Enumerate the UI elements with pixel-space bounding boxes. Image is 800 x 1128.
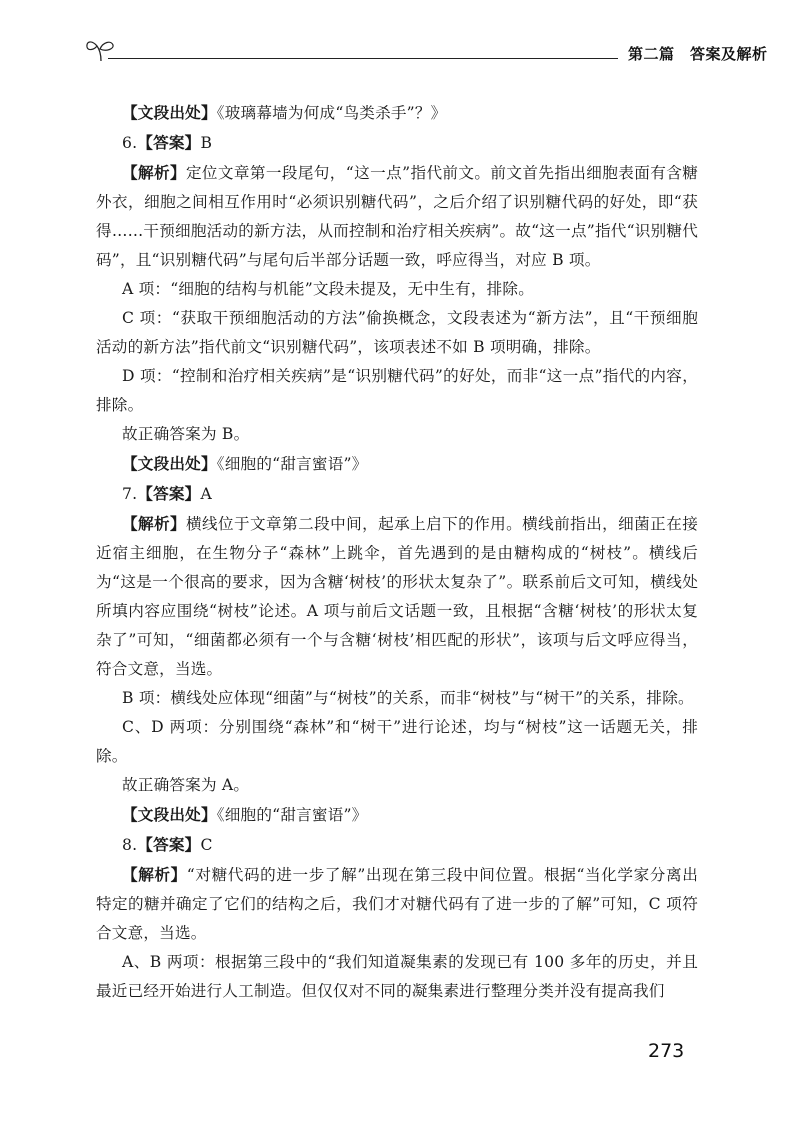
label: 【答案】 (137, 133, 201, 152)
option-paragraph: B 项：横线处应体现“细菌”与“树枝”的关系，而非“树枝”与“树干”的关系，排除。 (122, 689, 694, 707)
text: 《细胞的“甜言蜜语”》 (216, 806, 368, 824)
option-paragraph: C 项：“获取干预细胞活动的方法”偷换概念，文段表述为“新方法”，且“干预细胞活动的新方法”指代前文“识别糖代码”，该项表述不如 B 项明确，排除。 (96, 309, 698, 356)
label: 【答案】 (137, 835, 201, 854)
header-title: 第二篇 答案及解析 (628, 45, 768, 63)
analysis-paragraph (96, 158, 698, 275)
label: 【解析】 (122, 163, 186, 182)
source-line (96, 800, 698, 830)
question-number: 6. (122, 134, 138, 152)
label: 【文段出处】 (122, 103, 217, 122)
page-number: 273 (648, 1040, 685, 1062)
header-rule (108, 58, 618, 59)
text: “对糖代码的进一步了解”出现在第三段中间位置。根据“当化学家分离出特定的糖并确定了它们的结构之后，我们才对糖代码有了进一步的了解”可知，C 项符合文意，当选。 (96, 866, 698, 942)
option-paragraph: D 项：“控制和治疗相关疾病”是“识别糖代码”的好处，而非“这一点”指代的内容，排除。 (96, 367, 698, 414)
label: 【答案】 (137, 484, 201, 503)
source-line (96, 449, 698, 479)
answer-line (96, 128, 698, 158)
option-paragraph: A 项：“细胞的结构与机能”文段未提及，无中生有，排除。 (122, 280, 535, 298)
label: 【文段出处】 (122, 805, 217, 824)
label: 【解析】 (122, 514, 187, 533)
answer-value: B (200, 134, 213, 152)
text: 《玻璃幕墙为何成“鸟类杀手”？》 (216, 104, 447, 122)
answer-line (96, 479, 698, 509)
conclusion-line: 故正确答案为 A。 (122, 776, 250, 794)
option-paragraph: C、D 两项：分别围绕“森林”和“树干”进行论述，均与“树枝”这一话题无关，排除。 (96, 718, 698, 765)
text: 横线位于文章第二段中间，起承上启下的作用。横线前指出，细菌正在接近宿主细胞，在生物分子“森林”上跳伞，首先遇到的是由糖构成的“树枝”。横线后为“这是一个很高的要求，因为含糖‘树枝’的形状太复杂了”。联系前后文可知，横线处所填内容应围绕“树枝”论述。A 项与前后文话题一致，且根据“含糖‘树枝’的形状太复杂了”可知，“细菌都必须有一个与含糖‘树枝’相匹配的形状”，该项与后文呼应得当，符合文意，当选。 (96, 515, 698, 678)
option-paragraph: A、B 两项：根据第三段中的“我们知道凝集素的发现已有 100 多年的历史，并且最近已经开始进行人工制造。但仅仅对不同的凝集素进行整理分类并没有提高我们 (96, 953, 698, 1000)
label: 【解析】 (122, 865, 187, 884)
page-body (96, 98, 698, 1006)
running-header (84, 34, 768, 68)
question-number: 8. (122, 836, 138, 854)
label: 【文段出处】 (122, 454, 217, 473)
analysis-paragraph (96, 860, 698, 948)
answer-value: C (200, 836, 213, 854)
text: 《细胞的“甜言蜜语”》 (216, 455, 368, 473)
conclusion-line: 故正确答案为 B。 (122, 425, 250, 443)
text: 定位文章第一段尾句，“这一点”指代前文。前文首先指出细胞表面有含糖外衣，细胞之间相互作用时“必须识别糖代码”，之后介绍了识别糖代码的好处，即“获得……干预细胞活动的新方法，从而控制和治疗相关疾病”。故“这一点”指代“识别糖代码”，且“识别糖代码”与尾句后半部分话题一致，呼应得当，对应 B 项。 (96, 164, 698, 269)
answer-line (96, 830, 698, 860)
analysis-paragraph (96, 509, 698, 684)
question-number: 7. (122, 485, 138, 503)
answer-value: A (200, 485, 212, 503)
source-line (96, 98, 698, 128)
